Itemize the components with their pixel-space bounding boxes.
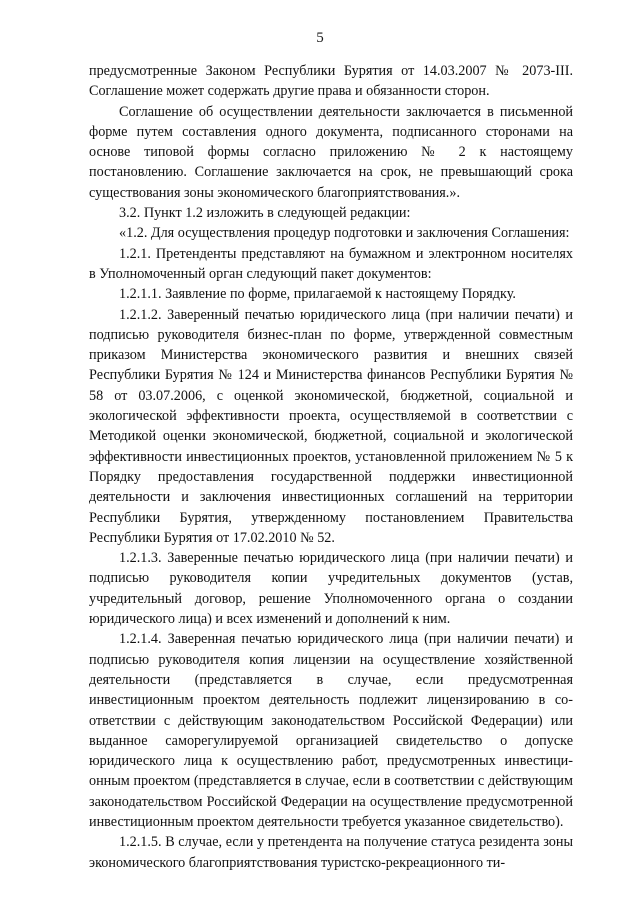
paragraph-clause-3-2: 3.2. Пункт 1.2 изложить в следующей редакции: [119,205,411,222]
paragraph-continuation: предусмотренные Законом Республики Бурятия от 14.03.2007 № 2073-III. Соглашение может содержать другие права и обязанности сторон. [89,63,573,100]
paragraph-agreement-form: Соглашение об осуществлении деятельности заключается в письменной форме путем составления одного документа, подписанного сторонами на основе типовой формы согласно приложению № 2 к настоящему постановлению. Соглашение заключается на срок, не превышающий срока существования зоны экономического благоприятствования.». [89,103,573,201]
paragraph-clause-1-2-1: 1.2.1. Претенденты представляют на бумажном и электронном носителях в Уполномоченный орган следующий пакет документов: [89,245,573,282]
page-number: 5 [316,30,324,46]
paragraph-clause-1-2-1-4: 1.2.1.4. Заверенная печатью юридического лица (при наличии печати) и подписью руководителя копия лицензии на осуществление хозяйственной деятельности (представляется в случае, если предусмотренная инвестиционным проектом деятельность подлежит лицензированию в соответствии с действующим законодательством Российской Федерации) или выданное саморегулируемой организацией свидетельство о допуске юридического лица к осуществлению работ, предусмотренных инвестиционным проектом (представляется в случае, если в соответствии с действующим законодательством Российской Федерации на осуществление предусмотренной инвестиционным проектом деятельности требуется указанное свидетельство). [89,631,573,830]
paragraph-clause-1-2-1-1: 1.2.1.1. Заявление по форме, прилагаемой к настоящему Порядку. [119,286,516,303]
paragraph-clause-1-2-1-3: 1.2.1.3. Заверенные печатью юридического лица (при наличии печати) и подписью руководителя копии учредительных документов (устав, учредительный договор, решение Уполномоченного органа о создании юридического лица) и всех изменений и дополнений к ним. [89,550,573,628]
paragraph-clause-1-2-1-2: 1.2.1.2. Заверенный печатью юридического лица (при наличии печати) и подписью руководителя бизнес-план по форме, утвержденной совместным приказом Министерства экономического развития и внешних связей Республики Бурятия № 124 и Министерства финансов Республики Бурятия № 58 от 03.07.2006, с оценкой экономической, бюджетной, социальной и экологической эффективности проекта, осуществляемой в соответствии с Методикой оценки экономической, бюджетной, социальной и экологической эффективности инвестиционных проектов, установленной приложением № 5 к Порядку предоставления государственной поддержки инвестиционной деятельности и заключения инвестиционных соглашений на территории Республики Бурятия, утвержденному постановлением Правительства Республики Бурятия от 17.02.2010 № 52. [89,306,573,546]
paragraph-clause-1-2-1-5: 1.2.1.5. В случае, если у претендента на получение статуса резидента зоны экономического благоприятствования туристско-рекреационного ти- [89,834,573,871]
paragraph-clause-1-2: «1.2. Для осуществления процедур подготовки и заключения Соглашения: [119,225,570,242]
document-body [89,61,573,873]
